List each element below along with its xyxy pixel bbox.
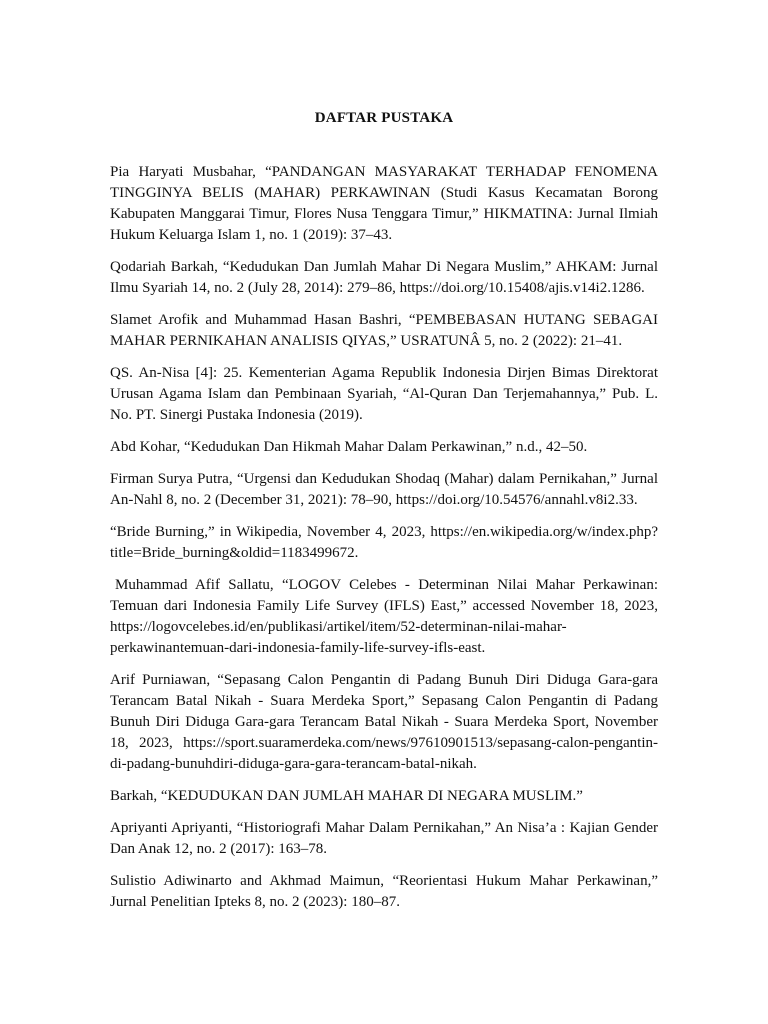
reference-item: QS. An-Nisa [4]: 25. Kementerian Agama Republik Indonesia Dirjen Bimas Direktorat Urusan Agama Islam dan Pembinaan Syariah, “Al-Quran Dan Terjemahannya,” Pub. L. No. PT. Sinergi Pustaka Indonesia (2019). bbox=[110, 365, 658, 423]
reference-item: “Bride Burning,” in Wikipedia, November 4, 2023, https://en.wikipedia.org/w/index.php?title=Bride_burning&oldid=1183499672. bbox=[110, 524, 658, 561]
reference-list bbox=[110, 162, 658, 924]
reference-item: Qodariah Barkah, “Kedudukan Dan Jumlah Mahar Di Negara Muslim,” AHKAM: Jurnal Ilmu Syariah 14, no. 2 (July 28, 2014): 279–86, https://doi.org/10.15408/ajis.v14i2.1286. bbox=[110, 259, 658, 296]
reference-item: Arif Purniawan, “Sepasang Calon Pengantin di Padang Bunuh Diri Diduga Gara-gara Terancam Batal Nikah - Suara Merdeka Sport,” Sepasang Calon Pengantin di Padang Bunuh Diri Diduga Gara-gara Terancam Batal Nikah - Suara Merdeka Sport, November 18, 2023, https://sport.suaramerdeka.com/news/97610901513/sepasang-calon-pengantin-di-padang-bunuhdiri-diduga-gara-gara-terancam-batal-nikah. bbox=[110, 672, 658, 772]
reference-item: Slamet Arofik and Muhammad Hasan Bashri, “PEMBEBASAN HUTANG SEBAGAI MAHAR PERNIKAHAN ANALISIS QIYAS,” USRATUNÂ 5, no. 2 (2022): 21–41. bbox=[110, 312, 658, 349]
reference-item: Muhammad Afif Sallatu, “LOGOV Celebes - Determinan Nilai Mahar Perkawinan: Temuan dari Indonesia Family Life Survey (IFLS) East,” accessed November 18, 2023, https://logovcelebes.id/en/publikasi/artikel/item/52-determinan-nilai-mahar-perkawinantemuan-dari-indonesia-family-life-survey-ifls-east. bbox=[110, 577, 658, 656]
reference-item: Firman Surya Putra, “Urgensi dan Kedudukan Shodaq (Mahar) dalam Pernikahan,” Jurnal An-Nahl 8, no. 2 (December 31, 2021): 78–90, https://doi.org/10.54576/annahl.v8i2.33. bbox=[110, 471, 658, 508]
reference-item: Abd Kohar, “Kedudukan Dan Hikmah Mahar Dalam Perkawinan,” n.d., 42–50. bbox=[110, 439, 588, 455]
reference-item: Barkah, “KEDUDUKAN DAN JUMLAH MAHAR DI NEGARA MUSLIM.” bbox=[110, 788, 583, 804]
reference-item: Pia Haryati Musbahar, “PANDANGAN MASYARAKAT TERHADAP FENOMENA TINGGINYA BELIS (MAHAR) PERKAWINAN (Studi Kasus Kecamatan Borong Kabupaten Manggarai Timur, Flores Nusa Tenggara Timur,” HIKMATINA: Jurnal Ilmiah Hukum Keluarga Islam 1, no. 1 (2019): 37–43. bbox=[110, 164, 658, 243]
page-title: DAFTAR PUSTAKA bbox=[314, 110, 454, 126]
reference-item: Apriyanti Apriyanti, “Historiografi Mahar Dalam Pernikahan,” An Nisa’a : Kajian Gender Dan Anak 12, no. 2 (2017): 163–78. bbox=[110, 820, 658, 857]
reference-item: Sulistio Adiwinarto and Akhmad Maimun, “Reorientasi Hukum Mahar Perkawinan,” Jurnal Penelitian Ipteks 8, no. 2 (2023): 180–87. bbox=[110, 873, 658, 910]
